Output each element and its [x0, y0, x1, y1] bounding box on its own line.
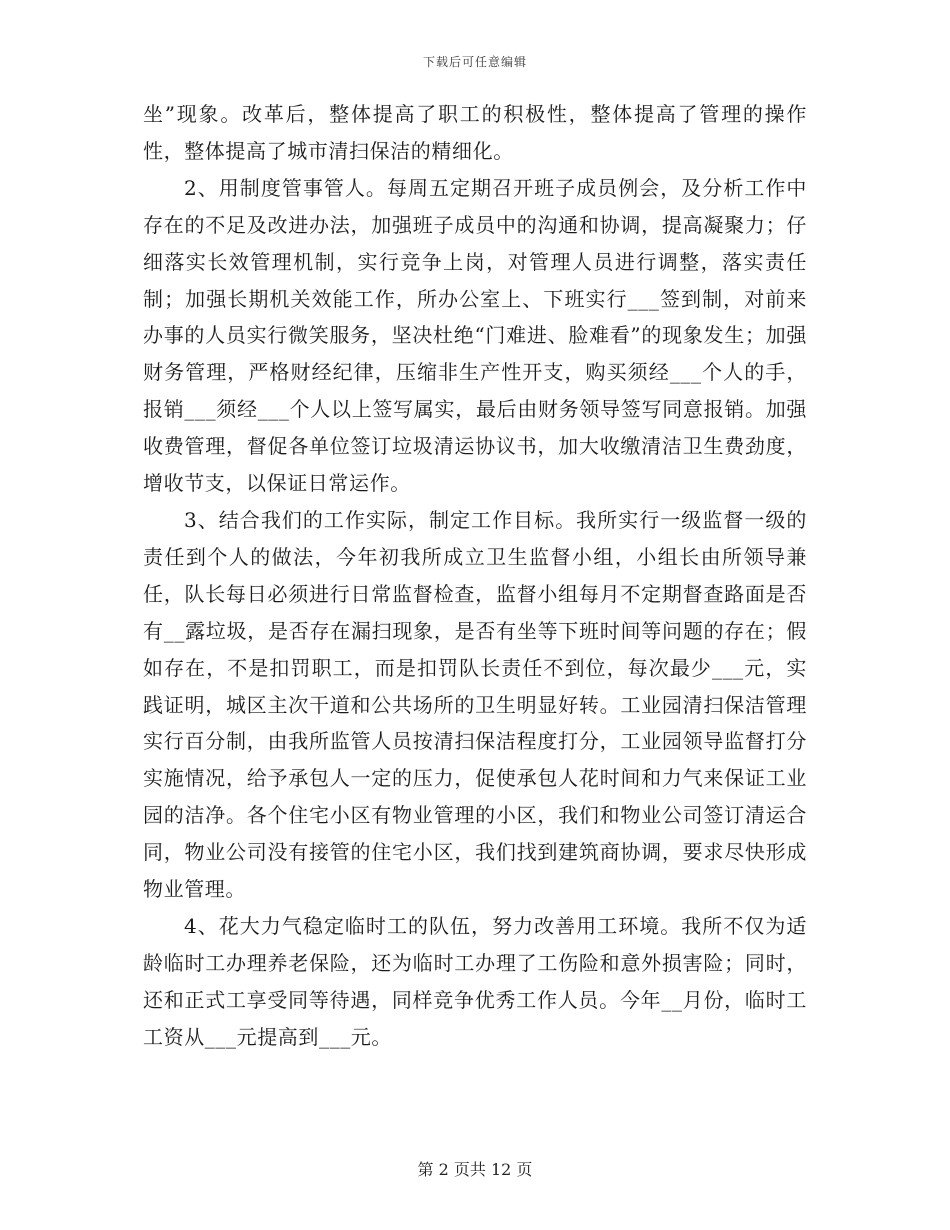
- page-footer: 第 2 页共 12 页: [417, 1160, 533, 1179]
- paragraph-item-4: 4、花大力气稳定临时工的队伍，努力改善用工环境。我所不仅为适龄临时工办理养老保险，还为临时工办理了工伤险和意外损害险；同时，还和正式工享受同等待遇，同样竞争优秀工作人员。今年__月份，临时工工资从___元提高到___元。: [143, 913, 807, 1049]
- paragraph-item-3: 3、结合我们的工作实际，制定工作目标。我所实行一级监督一级的责任到个人的做法，今年初我所成立卫生监督小组，小组长由所领导兼任，队长每日必须进行日常监督检查，监督小组每月不定期督查路面是否有__露垃圾，是否存在漏扫现象，是否有坐等下班时间等问题的存在；假如存在，不是扣罚职工，而是扣罚队长责任不到位，每次最少___元，实践证明，城区主次干道和公共场所的卫生明显好转。工业园清扫保洁管理实行百分制，由我所监管人员按清扫保洁程度打分，工业园领导监督打分实施情况，给予承包人一定的压力，促使承包人花时间和力气来保证工业园的洁净。各个住宅小区有物业管理的小区，我们和物业公司签订清运合同，物业公司没有接管的住宅小区，我们找到建筑商协调，要求尽快形成物业管理。: [143, 507, 807, 902]
- document-body: [143, 96, 807, 1056]
- paragraph-continuation: 坐”现象。改革后，整体提高了职工的积极性，整体提高了管理的操作性，整体提高了城市清扫保洁的精细化。: [143, 102, 807, 163]
- paragraph-item-2: 2、用制度管事管人。每周五定期召开班子成员例会，及分析工作中存在的不足及改进办法，加强班子成员中的沟通和协调，提高凝聚力；仔细落实长效管理机制，实行竞争上岗，对管理人员进行调整，落实责任制；加强长期机关效能工作，所办公室上、下班实行___签到制，对前来办事的人员实行微笑服务，坚决杜绝“门难进、脸难看”的现象发生；加强财务管理，严格财经纪律，压缩非生产性开支，购买须经___个人的手，报销___须经___个人以上签写属实，最后由财务领导签写同意报销。加强收费管理，督促各单位签订垃圾清运协议书，加大收缴清洁卫生费劲度，增收节支，以保证日常运作。: [143, 175, 807, 496]
- page-header: 下载后可任意编辑: [422, 55, 527, 69]
